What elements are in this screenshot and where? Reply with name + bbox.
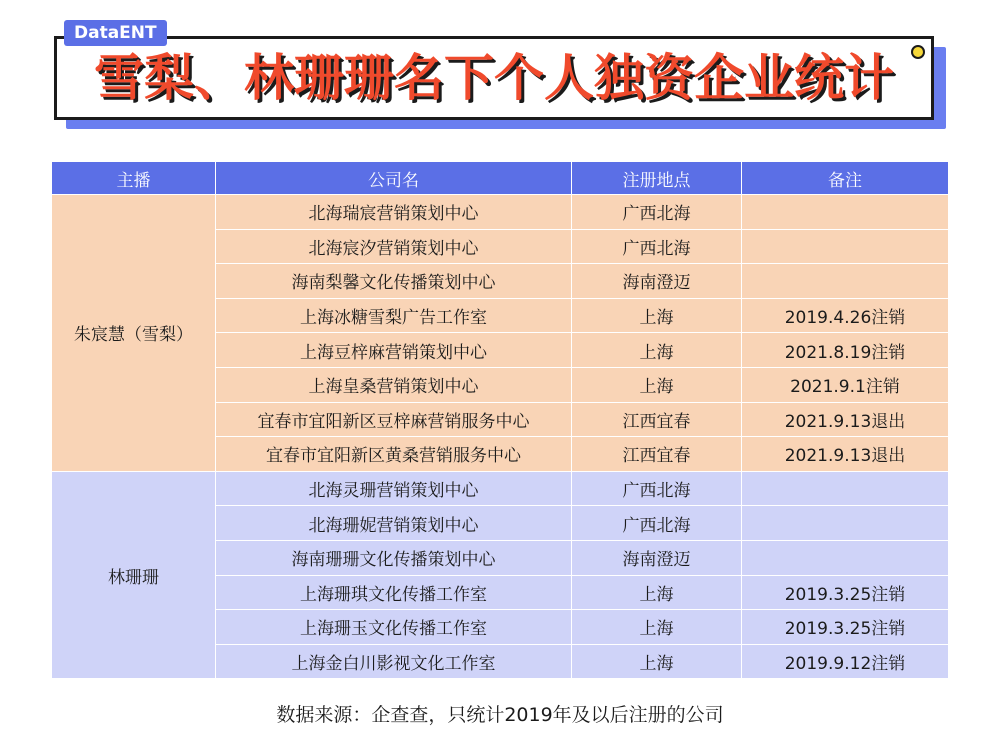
- note-cell: 2019.3.25注销: [742, 610, 949, 645]
- location-cell: 广西北海: [572, 229, 742, 264]
- company-cell: 北海宸汐营销策划中心: [216, 229, 572, 264]
- column-header-location: 注册地点: [572, 162, 742, 195]
- note-cell: [742, 195, 949, 230]
- host-cell: 朱宸慧（雪梨）: [52, 195, 216, 472]
- companies-table: [51, 161, 949, 679]
- company-cell: 海南珊珊文化传播策划中心: [216, 540, 572, 575]
- location-cell: 广西北海: [572, 195, 742, 230]
- location-cell: 广西北海: [572, 506, 742, 541]
- location-cell: 江西宜春: [572, 402, 742, 437]
- note-cell: 2021.8.19注销: [742, 333, 949, 368]
- company-cell: 上海珊玉文化传播工作室: [216, 610, 572, 645]
- note-cell: [742, 264, 949, 299]
- note-cell: 2021.9.13退出: [742, 402, 949, 437]
- company-cell: 宜春市宜阳新区黄桑营销服务中心: [216, 437, 572, 472]
- company-cell: 北海珊妮营销策划中心: [216, 506, 572, 541]
- note-cell: 2019.9.12注销: [742, 644, 949, 679]
- column-header-host: 主播: [52, 162, 216, 195]
- column-header-company: 公司名: [216, 162, 572, 195]
- decorative-dot-icon: [911, 45, 925, 59]
- location-cell: 海南澄迈: [572, 264, 742, 299]
- table-header-row: [52, 162, 949, 195]
- table-row: [52, 471, 949, 506]
- company-cell: 上海金白川影视文化工作室: [216, 644, 572, 679]
- location-cell: 上海: [572, 333, 742, 368]
- company-cell: 上海冰糖雪梨广告工作室: [216, 298, 572, 333]
- company-cell: 海南梨馨文化传播策划中心: [216, 264, 572, 299]
- title-banner: [54, 36, 934, 120]
- column-header-note: 备注: [742, 162, 949, 195]
- company-cell: 上海珊琪文化传播工作室: [216, 575, 572, 610]
- location-cell: 上海: [572, 610, 742, 645]
- company-cell: 北海瑞宸营销策划中心: [216, 195, 572, 230]
- location-cell: 上海: [572, 575, 742, 610]
- note-cell: [742, 229, 949, 264]
- location-cell: 江西宜春: [572, 437, 742, 472]
- page-title: 雪梨、林珊珊名下个人独资企业统计: [94, 49, 894, 107]
- company-cell: 北海灵珊营销策划中心: [216, 471, 572, 506]
- note-cell: [742, 471, 949, 506]
- note-cell: [742, 540, 949, 575]
- host-cell: 林珊珊: [52, 471, 216, 679]
- location-cell: 上海: [572, 644, 742, 679]
- location-cell: 上海: [572, 298, 742, 333]
- location-cell: 广西北海: [572, 471, 742, 506]
- location-cell: 海南澄迈: [572, 540, 742, 575]
- company-cell: 上海豆梓麻营销策划中心: [216, 333, 572, 368]
- note-cell: 2021.9.1注销: [742, 367, 949, 402]
- brand-badge: DataENT: [64, 20, 167, 46]
- note-cell: [742, 506, 949, 541]
- company-cell: 宜春市宜阳新区豆梓麻营销服务中心: [216, 402, 572, 437]
- company-cell: 上海皇桑营销策划中心: [216, 367, 572, 402]
- data-source-note: 数据来源：企查查，只统计2019年及以后注册的公司: [276, 704, 724, 726]
- location-cell: 上海: [572, 367, 742, 402]
- note-cell: 2021.9.13退出: [742, 437, 949, 472]
- note-cell: 2019.4.26注销: [742, 298, 949, 333]
- table-row: [52, 195, 949, 230]
- note-cell: 2019.3.25注销: [742, 575, 949, 610]
